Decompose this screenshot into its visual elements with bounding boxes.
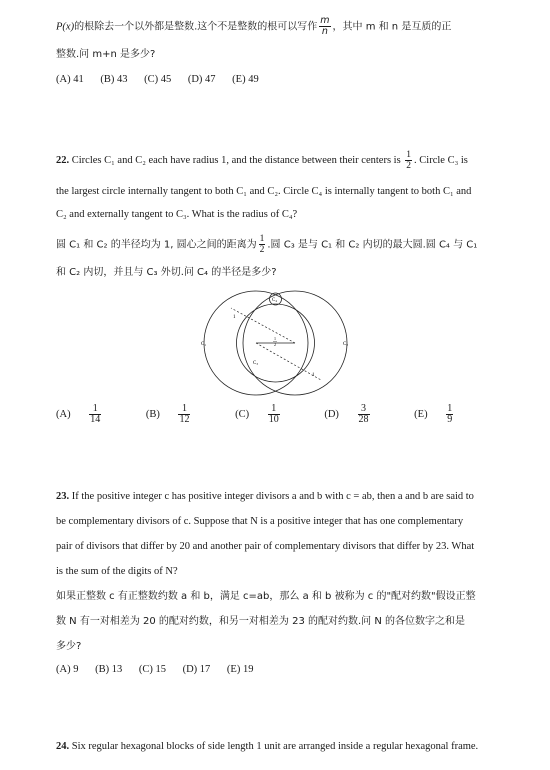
q22-en-line1-text: Circles C₁ and C₂ each have radius 1, and the distance between their centers is <box>71 154 401 166</box>
q22-choice-e[interactable] <box>414 404 481 425</box>
q22-choice-d[interactable] <box>324 404 397 425</box>
q22-choice-d-num: 3 <box>358 404 370 415</box>
q22-choice-a-den: 14 <box>90 414 101 425</box>
q22-cn-frac-num: 1 <box>259 234 265 244</box>
q22-circles-figure <box>195 288 355 403</box>
q21-choices <box>56 74 273 85</box>
q23-en-line1 <box>56 490 474 504</box>
q21-choice-d[interactable]: (D) 47 <box>187 74 216 85</box>
q21-line1 <box>56 16 451 37</box>
q23-cn-line1: 如果正整数 c 有正整数约数 a 和 b，满足 c=ab，那么 a 和 b 被称为 c 的"配对约数"假设正整 <box>56 591 476 602</box>
q22-choice-c-num: 1 <box>268 404 280 415</box>
q23-choices <box>56 664 267 675</box>
q22-choices <box>56 404 495 425</box>
q21-frac-den: n <box>321 26 328 37</box>
q22-cn-line1-text: 圆 C₁ 和 C₂ 的半径均为 1, 圆心之间的距离为 <box>56 239 257 251</box>
q23-number: 23. <box>56 491 70 502</box>
q24-number: 24. <box>56 741 70 752</box>
q22-choice-b-den: 12 <box>179 414 190 425</box>
q23-en-line4: is the sum of the digits of N? <box>56 566 178 577</box>
q23-choice-c[interactable]: (C) 15 <box>138 664 166 675</box>
q21-px: P(x) <box>56 21 75 33</box>
q21-line2: 整数.问 m+n 是多少? <box>56 49 156 60</box>
q22-choice-e-label: (E) <box>414 409 428 420</box>
q22-number: 22. <box>56 154 70 166</box>
q22-cn-fraction <box>259 234 266 255</box>
q22-choice-b[interactable] <box>146 404 219 425</box>
q21-choice-c[interactable]: (C) 45 <box>144 74 172 85</box>
q22-choice-d-label: (D) <box>324 409 339 420</box>
q23-cn-line2: 数 N 有一对相差为 20 的配对约数，和另一对相差为 23 的配对约数.问 N 的各位数字之和是 <box>56 616 466 627</box>
label-r2: 1 <box>312 373 315 378</box>
q22-cn-line2: 和 C₂ 内切，并且与 C₃ 外切.问 C₄ 的半径是多少? <box>56 267 277 278</box>
q21-frac-num: m <box>320 15 330 26</box>
q22-choice-c-den: 10 <box>268 414 279 425</box>
q22-choice-a-label: (A) <box>56 409 71 420</box>
label-c1: C₁ <box>201 342 207 347</box>
q22-choice-b-label: (B) <box>145 409 160 420</box>
q22-choice-c-label: (C) <box>235 409 250 420</box>
q21-line1-text: 的根除去一个以外都是整数.这个不是整数的根可以写作 <box>74 21 318 33</box>
q22-choice-e-den: 9 <box>447 414 453 425</box>
q22-en-line2: the largest circle internally tangent to both C₁ and C₂. Circle C₄ is internally tangent to both C₁ and <box>56 186 472 197</box>
circles-diagram <box>195 288 355 398</box>
label-r1: 1 <box>233 315 236 320</box>
q22-cn-frac-den: 2 <box>259 245 265 255</box>
q23-choice-e[interactable]: (E) 19 <box>226 664 254 675</box>
q22-choice-d-den: 28 <box>358 414 369 425</box>
q22-choice-e-num: 1 <box>447 403 453 414</box>
label-half-num: 1 <box>274 336 276 341</box>
q22-distance-fraction <box>405 150 412 171</box>
q21-choice-b[interactable]: (B) 43 <box>100 74 128 85</box>
q22-frac-num: 1 <box>406 150 412 160</box>
q23-choice-a[interactable]: (A) 9 <box>56 664 79 675</box>
q22-cn-line1 <box>56 234 477 255</box>
q22-en-line3: C₂ and externally tangent to C₃. What is the radius of C₄? <box>56 209 298 220</box>
q22-choice-a-num: 1 <box>89 404 101 415</box>
q22-cn-line1-post: .圆 C₃ 是与 C₁ 和 C₂ 内切的最大圆.圆 C₄ 与 C₁ <box>267 239 478 251</box>
q23-cn-line3: 多少? <box>56 641 82 652</box>
q21-line1-post: ，其中 m 和 n 是互质的正 <box>332 21 452 33</box>
q24-en-line1-text: Six regular hexagonal blocks of side length 1 unit are arranged inside a regular hexagonal frame. <box>71 741 479 752</box>
q21-choice-a[interactable]: (A) 41 <box>56 74 84 85</box>
q23-en-line3: pair of divisors that differ by 20 and another pair of complementary divisors that differ by 23. What <box>56 541 475 552</box>
q22-choice-b-num: 1 <box>178 404 190 415</box>
q23-choice-b[interactable]: (B) 13 <box>95 664 123 675</box>
q22-en-line1 <box>56 150 468 171</box>
q23-en-line1-text: If the positive integer c has positive integer divisors a and b with c = ab, then a and b are said to <box>71 491 474 502</box>
q22-choice-c[interactable] <box>235 404 308 425</box>
q24-en-line1 <box>56 740 478 754</box>
q21-choice-e[interactable]: (E) 49 <box>232 74 259 85</box>
label-c3: C₃ <box>253 361 259 366</box>
q22-en-line1-post: . Circle C₃ is <box>414 154 468 166</box>
label-c4: C₄ <box>272 298 278 303</box>
q22-choice-a[interactable] <box>56 404 129 425</box>
q23-choice-d[interactable]: (D) 17 <box>182 664 211 675</box>
q22-frac-den: 2 <box>406 161 412 171</box>
q21-fraction <box>319 16 330 37</box>
q23-en-line2: be complementary divisors of c. Suppose that N is a positive integer that has one complementary <box>56 516 464 527</box>
label-c2: C₂ <box>343 342 349 347</box>
label-half-den: 2 <box>274 342 276 347</box>
